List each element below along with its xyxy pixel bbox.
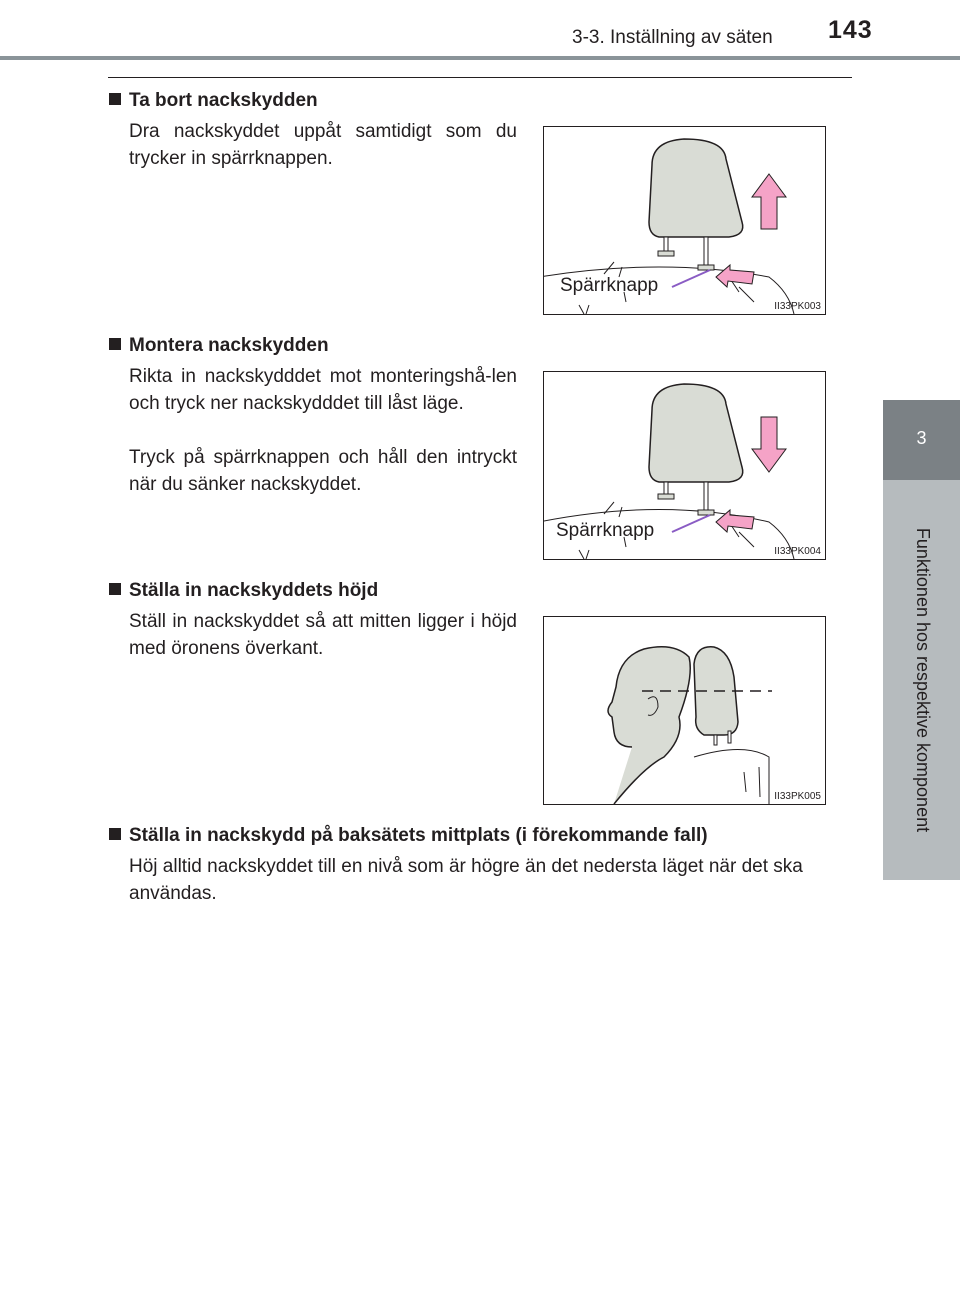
bullet-square-icon [109,828,121,840]
paragraph-adjust-height: Ställ in nackskyddet så att mitten ligger i höjd med öronens överkant. [129,611,517,659]
bullet-square-icon [109,583,121,595]
paragraph-remove-headrest: Dra nackskyddet uppåt samtidigt som du trycker in spärrknappen. [129,121,517,169]
heading-adjust-height: Ställa in nackskyddets höjd [109,580,378,602]
up-arrow-icon [752,174,786,229]
content-rule [108,77,852,78]
heading-rear-center: Ställa in nackskydd på baksätets mittplats (i förekommande fall) [109,825,708,847]
chapter-tab [883,400,960,480]
chapter-number: 3 [916,428,927,448]
header-rule [0,56,960,60]
down-arrow-icon [752,417,786,472]
chapter-title: Funktionen hos respektive komponent [913,527,933,833]
figure-code: II33PK004 [774,546,821,557]
paragraph-install-2: Tryck på spärrknappen och håll den intryckt när du sänker nackskyddet. [129,447,517,495]
heading-remove-headrest: Ta bort nackskydden [109,90,318,112]
figure-code: II33PK005 [774,791,821,802]
section-title: 3-3. Inställning av säten [572,27,773,48]
paragraph-rear-center: Höj alltid nackskyddet till en nivå som är högre än det nedersta läget när det ska användas. [129,856,803,904]
push-arrow-icon [716,265,754,287]
paragraph-install-1: Rikta in nackskydddet mot monteringshå-len och tryck ner nackskydddet till låst läge. [129,366,517,414]
figure-install-headrest [543,371,826,560]
figure-remove-headrest [543,126,826,315]
figure-code: II33PK003 [774,301,821,312]
bullet-square-icon [109,338,121,350]
figure-label: Spärrknapp [556,520,655,541]
heading-install-headrest: Montera nackskydden [109,335,329,357]
bullet-square-icon [109,93,121,105]
figure-label: Spärrknapp [560,275,659,296]
figure-adjust-height [543,616,826,805]
page-number: 143 [828,16,873,44]
